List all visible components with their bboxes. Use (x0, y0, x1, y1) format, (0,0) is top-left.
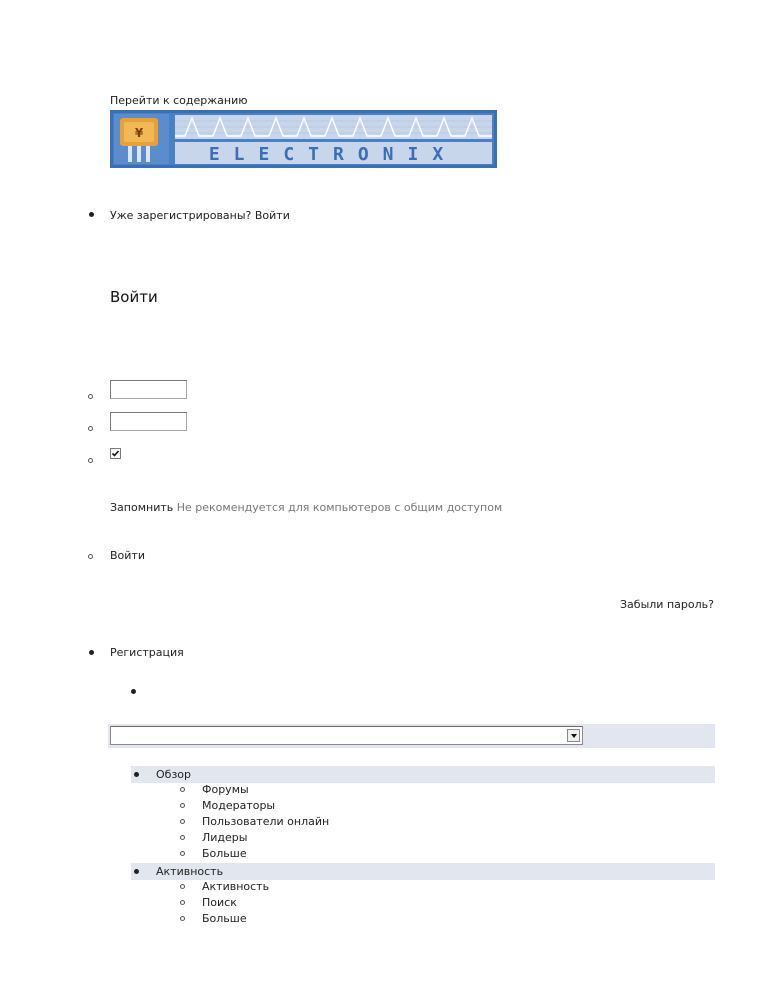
list-bullet (180, 884, 185, 889)
dropdown-arrow-icon[interactable] (567, 729, 580, 742)
remember-me-hint: Не рекомендуется для компьютеров с общим доступом (176, 501, 503, 514)
menu-item-moderators[interactable]: Модераторы (202, 799, 276, 812)
list-bullet (134, 869, 139, 874)
username-input[interactable] (110, 380, 187, 399)
svg-text:¥: ¥ (134, 126, 144, 140)
navigation-select[interactable] (110, 726, 583, 745)
menu-section-label[interactable]: Активность (156, 865, 224, 878)
list-bullet (180, 803, 185, 808)
electronix-logo-graphic (110, 110, 497, 168)
list-bullet (88, 426, 93, 431)
list-bullet (89, 650, 94, 655)
list-bullet (88, 554, 93, 559)
list-bullet (88, 394, 93, 399)
list-bullet (134, 772, 139, 777)
signin-prompt-link[interactable]: Уже зарегистрированы? Войти (110, 209, 290, 222)
list-bullet (89, 212, 94, 217)
login-heading: Войти (110, 288, 158, 306)
menu-item-more[interactable]: Больше (202, 912, 247, 925)
menu-item-activity[interactable]: Активность (202, 880, 270, 893)
list-bullet (180, 916, 185, 921)
menu-section-overview (131, 766, 715, 783)
list-bullet (88, 458, 93, 463)
logo-wordmark: ELECTRONIX (208, 144, 458, 165)
register-link[interactable]: Регистрация (110, 646, 184, 659)
list-bullet (180, 819, 185, 824)
remember-me-label[interactable]: Запомнить (110, 501, 174, 514)
menu-item-leaders[interactable]: Лидеры (202, 831, 248, 844)
remember-me-checkbox[interactable] (110, 448, 121, 459)
site-logo[interactable] (110, 110, 497, 168)
menu-item-more[interactable]: Больше (202, 847, 247, 860)
menu-item-forums[interactable]: Форумы (202, 783, 249, 796)
list-bullet (180, 851, 185, 856)
list-bullet (180, 787, 185, 792)
login-submit-button[interactable]: Войти (110, 549, 145, 562)
checkmark-icon (111, 449, 120, 458)
list-bullet (131, 689, 136, 694)
menu-item-search[interactable]: Поиск (202, 896, 237, 909)
menu-section-label[interactable]: Обзор (156, 768, 192, 781)
remember-me-row (110, 501, 502, 514)
forgot-password-link[interactable]: Забыли пароль? (620, 598, 714, 611)
skip-to-content-link[interactable]: Перейти к содержанию (110, 94, 248, 107)
list-bullet (180, 900, 185, 905)
password-input[interactable] (110, 412, 187, 431)
list-bullet (180, 835, 185, 840)
menu-item-online-users[interactable]: Пользователи онлайн (202, 815, 330, 828)
